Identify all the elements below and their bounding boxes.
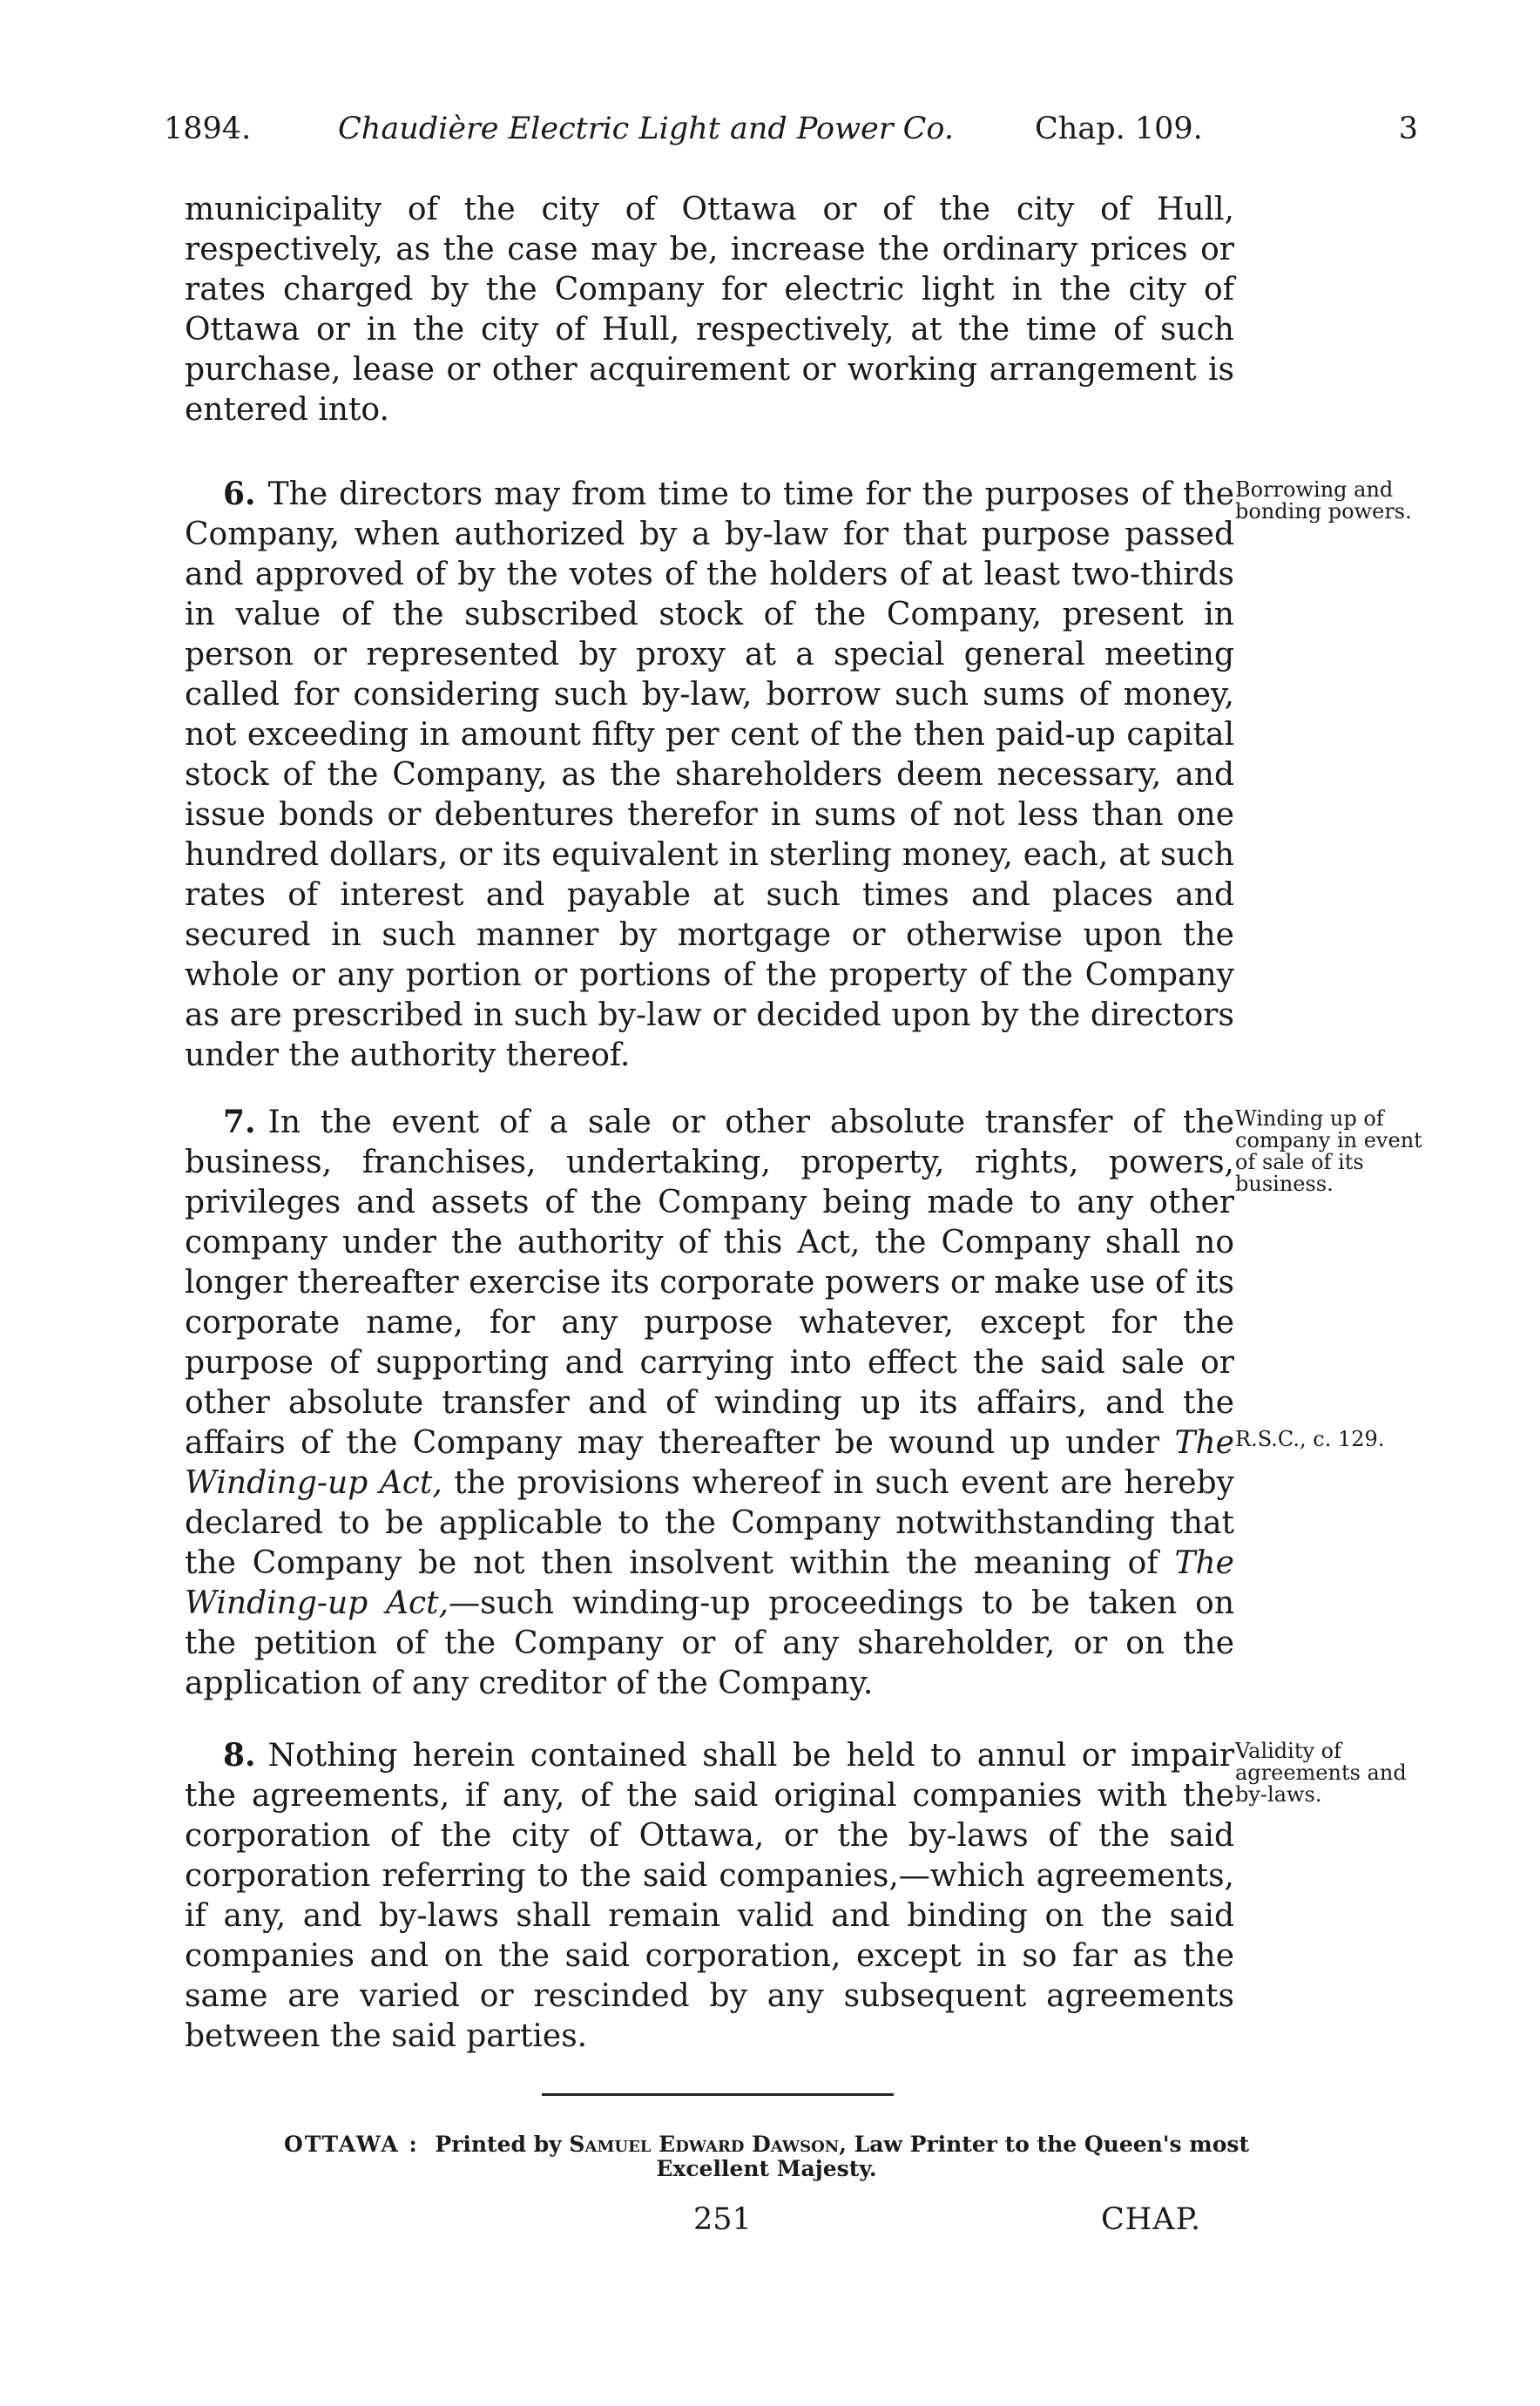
- footer-page-number: 251: [693, 2202, 752, 2237]
- margin-note-validity: Validity of agreements and by-laws.: [1235, 1739, 1407, 1807]
- imprint-city: OTTAWA :: [284, 2132, 419, 2157]
- margin-note-rsc: R.S.C., c. 129.: [1235, 1427, 1385, 1451]
- footer-catchword: CHAP.: [1101, 2202, 1202, 2237]
- header-chapter: Chap. 109.: [1035, 112, 1203, 146]
- divider-rule: [542, 2093, 894, 2096]
- header-page-number: 3: [1398, 112, 1418, 146]
- running-header: [164, 112, 1418, 164]
- section-number: 7.: [223, 1104, 256, 1140]
- margin-note-borrowing: Borrowing and bonding powers.: [1235, 477, 1412, 524]
- margin-note-winding-up: Winding up of company in event of sale of its business.: [1235, 1106, 1422, 1196]
- imprint-printed-by: Printed by: [435, 2132, 562, 2157]
- section-8: [185, 1735, 1234, 2057]
- section-6: [185, 474, 1234, 1076]
- section-7: [185, 1102, 1234, 1704]
- section-text: In the event of a sale or other absolute transfer of the business, franchises, undertaking, property, rights, powers, privileges and assets of the Company being made to any other company under the authority of this Act, the Company shall no longer thereafter exercise its corporate powers or make use of its corporate name, for any purpose whatever, except for the purpose of supporting and carrying into effect the said sale or other absolute transfer and of winding up its affairs, and the affairs of the Company may thereafter be wound up under: [185, 1105, 1234, 1461]
- continuation-paragraph: municipality of the city of Ottawa or of the city of Hull, respectively, as the case may be, increase the ordinary prices or rates charged by the Company for electric light in the city of Ottawa or in the city of Hull, respectively, at the time of such purchase, lease or other acquirement or working arrangement is entered into.: [185, 192, 1234, 428]
- act-name: The Winding-up Act,: [185, 1425, 1234, 1501]
- section-number: 6.: [223, 476, 256, 512]
- section-text: —such winding-up proceedings to be taken on the petition of the Company or of any shareholder, or on the application of any creditor of the Company.: [185, 1585, 1235, 1701]
- section-text: The directors may from time to time for the purposes of the Company, when authorized by a by-law for that purpose passed and approved of by the votes of the holders of at least two-thirds in value of the subscribed stock of the Company, present in person or represented by proxy at a special general meeting called for considering such by-law, borrow such sums of money, not exceeding in amount fifty per cent of the then paid-up capital stock of the Company, as the shareholders deem necessary, and issue bonds or debentures therefor in sums of not less than one hundred dollars, or its equivalent in sterling money, each, at such rates of interest and payable at such times and places and secured in such manner by mortgage or otherwise upon the whole or any portion or portions of the property of the Company as are prescribed in such by-law or decided upon by the directors under the authority thereof.: [185, 476, 1234, 1073]
- act-name: The Winding-up Act,: [185, 1545, 1234, 1621]
- imprint-printer: Samuel Edward Dawson,: [569, 2132, 847, 2157]
- header-title: Chaudière Electric Light and Power Co.: [338, 112, 954, 146]
- printer-imprint: [226, 2132, 1307, 2181]
- section-text: the provisions whereof in such event are hereby declared to be applicable to the Company notwithstanding that the Company be not then insolvent within the meaning of: [185, 1465, 1234, 1581]
- imprint-rest: Law Printer to the Queen's most Excellent Majesty.: [656, 2132, 1249, 2181]
- header-year: 1894.: [164, 112, 252, 146]
- section-number: 8.: [223, 1737, 256, 1774]
- section-text: Nothing herein contained shall be held to annul or impair the agreements, if any, of the said original companies with the corporation of the city of Ottawa, or the by-laws of the said corporation referring to the said companies,—which agreements, if any, and by-laws shall remain valid and binding on the said companies and on the said corporation, except in so far as the same are varied or rescinded by any subsequent agreements between the said parties.: [185, 1738, 1234, 2054]
